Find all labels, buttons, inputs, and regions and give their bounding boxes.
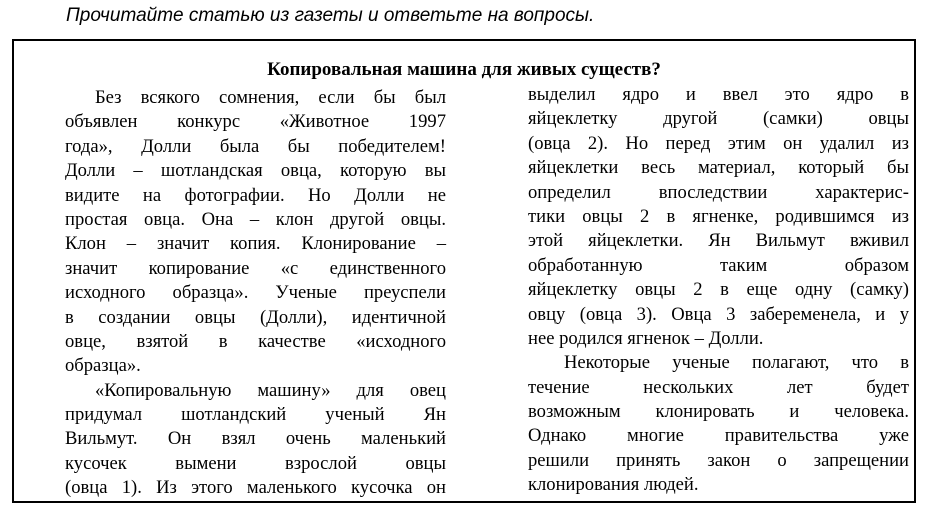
- text-line: течение нескольких лет будет: [528, 376, 909, 398]
- text-line: решили принять закон о запрещении: [528, 449, 909, 471]
- text-line: объявлен конкурс «Животное 1997: [65, 111, 446, 133]
- text-line: Некоторые ученые полагают, что в: [564, 352, 909, 374]
- text-line: «Копировальную машину» для овец: [95, 379, 446, 401]
- text-line: обработанную таким образом: [528, 254, 909, 276]
- text-line: Однако многие правительства уже: [528, 425, 909, 447]
- article-right-column: [528, 83, 909, 498]
- text-line: Клон – значит копия. Клонирование –: [65, 233, 446, 255]
- article-title: Копировальная машина для живых существ?: [267, 59, 661, 80]
- text-line: овце, взятой в качестве «исходного: [65, 330, 446, 352]
- text-line: Без всякого сомнения, если бы был: [95, 87, 446, 108]
- text-line: (овца 1). Из этого маленького кусочка он: [65, 477, 446, 499]
- text-line: выделил ядро и ввел это ядро в: [528, 84, 909, 105]
- text-line: яйцеклетку овцы 2 в еще одну (самку): [528, 279, 909, 301]
- text-line: в создании овцы (Долли), идентичной: [65, 306, 446, 328]
- text-line: значит копирование «с единственного: [65, 257, 446, 279]
- text-line: видите на фотографии. Но Долли не: [65, 184, 446, 206]
- instruction-text: Прочитайте статью из газеты и ответьте на вопросы.: [66, 5, 595, 26]
- article-box: [12, 39, 916, 503]
- text-line: этой яйцеклетки. Ян Вильмут вживил: [528, 230, 909, 252]
- text-line: кусочек вымени взрослой овцы: [65, 452, 446, 474]
- text-line: клонирования людей.: [528, 474, 699, 496]
- text-line: определил впоследствии характерис-: [528, 181, 909, 203]
- text-line: исходного образца». Ученые преуспели: [65, 282, 446, 304]
- text-line: образца».: [65, 355, 141, 377]
- text-line: нее родился ягненок – Долли.: [528, 327, 764, 349]
- text-line: придумал шотландский ученый Ян: [65, 404, 446, 426]
- text-line: (овца 2). Но перед этим он удалил из: [528, 132, 909, 154]
- text-line: тики овцы 2 в ягненке, родившимся из: [528, 205, 909, 227]
- text-line: яйцеклетки весь материал, который бы: [528, 157, 909, 179]
- text-line: простая овца. Она – клон другой овцы.: [65, 208, 446, 230]
- text-line: года», Долли была бы победителем!: [65, 135, 446, 157]
- text-line: Вильмут. Он взял очень маленький: [65, 428, 446, 450]
- text-line: яйцеклетку другой (самки) овцы: [528, 108, 909, 130]
- text-line: Долли – шотландская овца, которую вы: [65, 160, 446, 182]
- text-line: возможным клонировать и человека.: [528, 401, 909, 423]
- article-left-column: [65, 86, 446, 501]
- text-line: овцу (овца 3). Овца 3 забеременела, и у: [528, 303, 909, 325]
